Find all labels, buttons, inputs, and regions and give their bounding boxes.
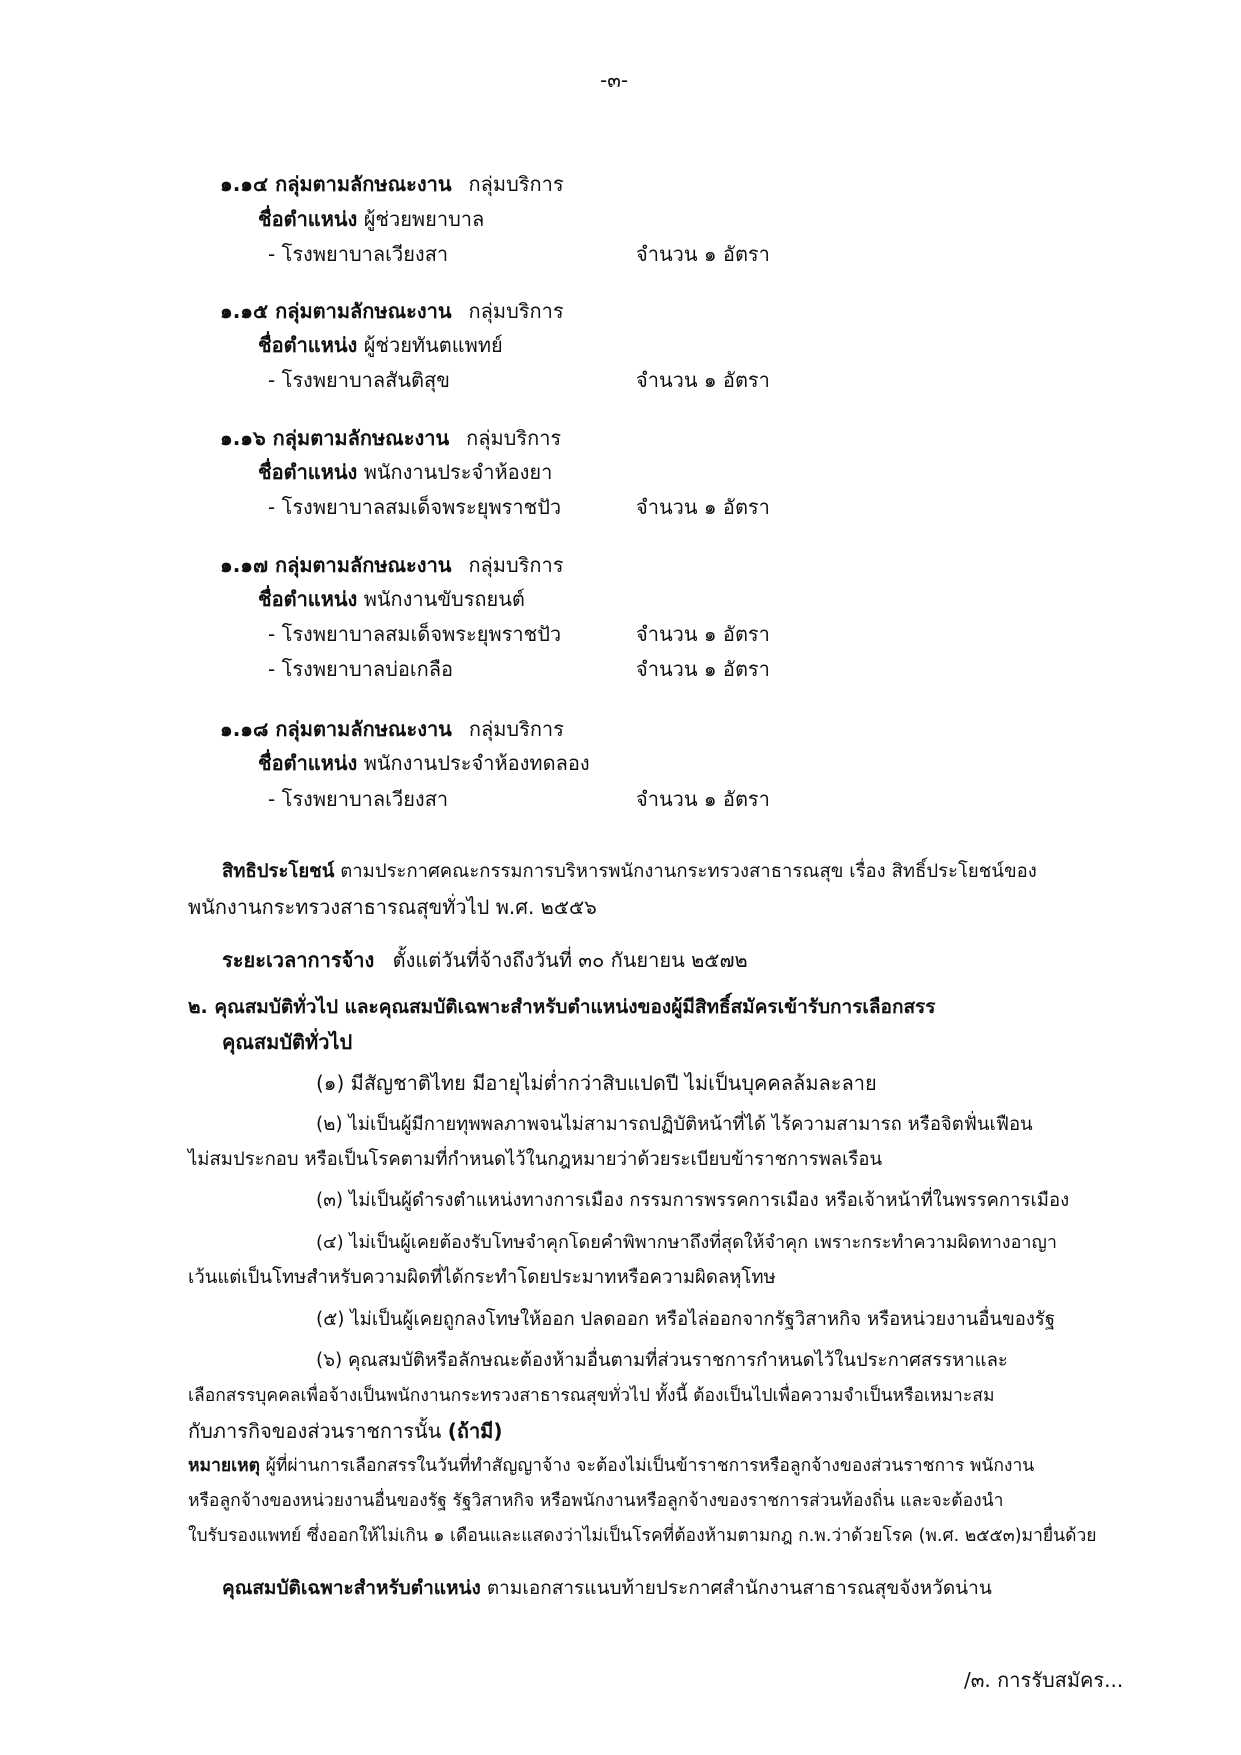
position-value: พนักงานประจำห้องทดลอง	[363, 751, 590, 775]
hospital-name: - โรงพยาบาลเวียงสา	[268, 242, 449, 266]
group-heading	[220, 551, 564, 579]
hospital-name: - โรงพยาบาลเวียงสา	[268, 787, 449, 811]
qualification-2b: ไม่สมประกอบ หรือเป็นโรคตามที่กำหนดไว้ในกฎหมายว่าด้วยระเบียบข้าราชการพลเรือน	[188, 1149, 883, 1170]
section-2-subtitle: คุณสมบัติทั่วไป	[222, 1030, 353, 1054]
qualification-2a: (๒) ไม่เป็นผู้มีกายทุพพลภาพจนไม่สามารถปฏิบัติหน้าที่ได้ ไร้ความสามารถ หรือจิตฟั่นเฟือน	[316, 1114, 1033, 1135]
position-value: พนักงานขับรถยนต์	[363, 587, 525, 611]
position-value: ผู้ช่วยพยาบาล	[363, 207, 485, 231]
position-label: ชื่อตำแหน่ง	[258, 587, 358, 611]
qualification-5: (๕) ไม่เป็นผู้เคยถูกลงโทษให้ออก ปลดออก หรือไล่ออกจากรัฐวิสาหกิจ หรือหน่วยงานอื่นของรัฐ	[316, 1309, 1056, 1330]
group-heading-label: กลุ่มตามลักษณะงาน	[272, 426, 450, 450]
qualification-6c-bold: (ถ้ามี)	[447, 1419, 503, 1443]
group-number: ๑.๑๗	[220, 553, 269, 577]
group-heading-value: กลุ่มบริการ	[466, 426, 562, 450]
group-heading-value: กลุ่มบริการ	[468, 172, 564, 196]
page-number: -๓-	[600, 68, 629, 92]
position-label: ชื่อตำแหน่ง	[258, 751, 358, 775]
position-value: พนักงานประจำห้องยา	[363, 460, 553, 484]
specific-value: ตามเอกสารแนบท้ายประกาศสำนักงานสาธารณสุขจังหวัดน่าน	[486, 1577, 992, 1599]
period-label: ระยะเวลาการจ้าง	[222, 948, 375, 972]
group-number: ๑.๑๕	[220, 299, 269, 323]
benefits-label: สิทธิประโยชน์	[222, 861, 335, 882]
hospital-count: จำนวน ๑ อัตรา	[636, 657, 770, 681]
specific-label: คุณสมบัติเฉพาะสำหรับตำแหน่ง	[222, 1577, 481, 1599]
hospital-name: - โรงพยาบาลสมเด็จพระยุพราชปัว	[268, 495, 562, 519]
qualification-6c: กับภารกิจของส่วนราชการนั้น	[188, 1419, 442, 1443]
continuation-footer: /๓. การรับสมัคร...	[964, 1668, 1124, 1692]
benefits-text-1: ตามประกาศคณะกรรมการบริหารพนักงานกระทรวงสาธารณสุข เรื่อง สิทธิ์ประโยชน์ของ	[340, 861, 1037, 882]
group-heading-value: กลุ่มบริการ	[468, 717, 564, 741]
group-heading	[220, 424, 561, 452]
benefits-text-2: พนักงานกระทรวงสาธารณสุขทั่วไป พ.ศ. ๒๕๕๖	[188, 895, 597, 919]
position-line	[258, 205, 484, 233]
position-value: ผู้ช่วยทันตแพทย์	[363, 333, 503, 357]
group-heading-value: กลุ่มบริการ	[468, 299, 564, 323]
group-number: ๑.๑๔	[220, 172, 269, 196]
position-line	[258, 585, 525, 613]
position-line	[258, 749, 590, 777]
position-line	[258, 331, 503, 359]
note-label: หมายเหตุ	[188, 1456, 261, 1476]
hospital-name: - โรงพยาบาลสมเด็จพระยุพราชปัว	[268, 622, 562, 646]
period-line	[222, 946, 748, 974]
group-heading-label: กลุ่มตามลักษณะงาน	[275, 172, 452, 196]
hospital-count: จำนวน ๑ อัตรา	[636, 495, 770, 519]
group-heading	[220, 170, 564, 198]
qualification-6c-line	[188, 1417, 503, 1445]
note-line-1	[188, 1452, 1034, 1480]
hospital-count: จำนวน ๑ อัตรา	[636, 368, 770, 392]
hospital-count: จำนวน ๑ อัตรา	[636, 787, 770, 811]
qualification-1: (๑) มีสัญชาติไทย มีอายุไม่ต่ำกว่าสิบแปดปี ไม่เป็นบุคคลล้มละลาย	[316, 1071, 877, 1095]
group-heading-label: กลุ่มตามลักษณะงาน	[275, 553, 452, 577]
note-text-3: ใบรับรองแพทย์ ซึ่งออกให้ไม่เกิน ๑ เดือนและแสดงว่าไม่เป็นโรคที่ต้องห้ามตามกฎ ก.พ.ว่าด้วยโรค (พ.ศ. ๒๕๕๓)มายื่นด้วย	[188, 1526, 1097, 1546]
position-label: ชื่อตำแหน่ง	[258, 460, 358, 484]
group-heading-value: กลุ่มบริการ	[468, 553, 564, 577]
note-text-2: หรือลูกจ้างของหน่วยงานอื่นของรัฐ รัฐวิสาหกิจ หรือพนักงานหรือลูกจ้างของราชการส่วนท้องถิ่น และจะต้องนำ	[188, 1491, 1004, 1511]
position-label: ชื่อตำแหน่ง	[258, 207, 358, 231]
period-value: ตั้งแต่วันที่จ้างถึงวันที่ ๓๐ กันยายน ๒๕๗๒	[392, 948, 748, 972]
group-heading-label: กลุ่มตามลักษณะงาน	[275, 717, 452, 741]
group-heading-label: กลุ่มตามลักษณะงาน	[275, 299, 452, 323]
qualification-3: (๓) ไม่เป็นผู้ดำรงตำแหน่งทางการเมือง กรรมการพรรคการเมือง หรือเจ้าหน้าที่ในพรรคการเมือง	[316, 1190, 1070, 1211]
hospital-name: - โรงพยาบาลสันติสุข	[268, 368, 450, 392]
hospital-name: - โรงพยาบาลบ่อเกลือ	[268, 657, 454, 681]
group-number: ๑.๑๖	[220, 426, 266, 450]
section-2-title: ๒. คุณสมบัติทั่วไป และคุณสมบัติเฉพาะสำหรับตำแหน่งของผู้มีสิทธิ์สมัครเข้ารับการเลือกสรร	[188, 996, 936, 1018]
qualification-6a: (๖) คุณสมบัติหรือลักษณะต้องห้ามอื่นตามที่ส่วนราชการกำหนดไว้ในประกาศสรรหาและ	[316, 1350, 1008, 1371]
hospital-count: จำนวน ๑ อัตรา	[636, 622, 770, 646]
specific-line	[222, 1574, 992, 1602]
group-number: ๑.๑๘	[220, 717, 269, 741]
qualification-4a: (๔) ไม่เป็นผู้เคยต้องรับโทษจำคุกโดยคำพิพากษาถึงที่สุดให้จำคุก เพราะกระทำความผิดทางอาญา	[316, 1232, 1057, 1253]
qualification-6b: เลือกสรรบุคคลเพื่อจ้างเป็นพนักงานกระทรวงสาธารณสุขทั่วไป ทั้งนี้ ต้องเป็นไปเพื่อความจำเป็นหรือเหมาะสม	[188, 1386, 995, 1406]
benefits-line	[222, 858, 1037, 886]
hospital-count: จำนวน ๑ อัตรา	[636, 242, 770, 266]
note-text-1: ผู้ที่ผ่านการเลือกสรรในวันที่ทำสัญญาจ้าง จะต้องไม่เป็นข้าราชการหรือลูกจ้างของส่วนราชการ พนักงาน	[265, 1456, 1035, 1476]
position-label: ชื่อตำแหน่ง	[258, 333, 358, 357]
group-heading	[220, 297, 564, 325]
position-line	[258, 458, 552, 486]
qualification-4b: เว้นแต่เป็นโทษสำหรับความผิดที่ได้กระทำโดยประมาทหรือความผิดลหุโทษ	[188, 1267, 776, 1288]
group-heading	[220, 715, 564, 743]
